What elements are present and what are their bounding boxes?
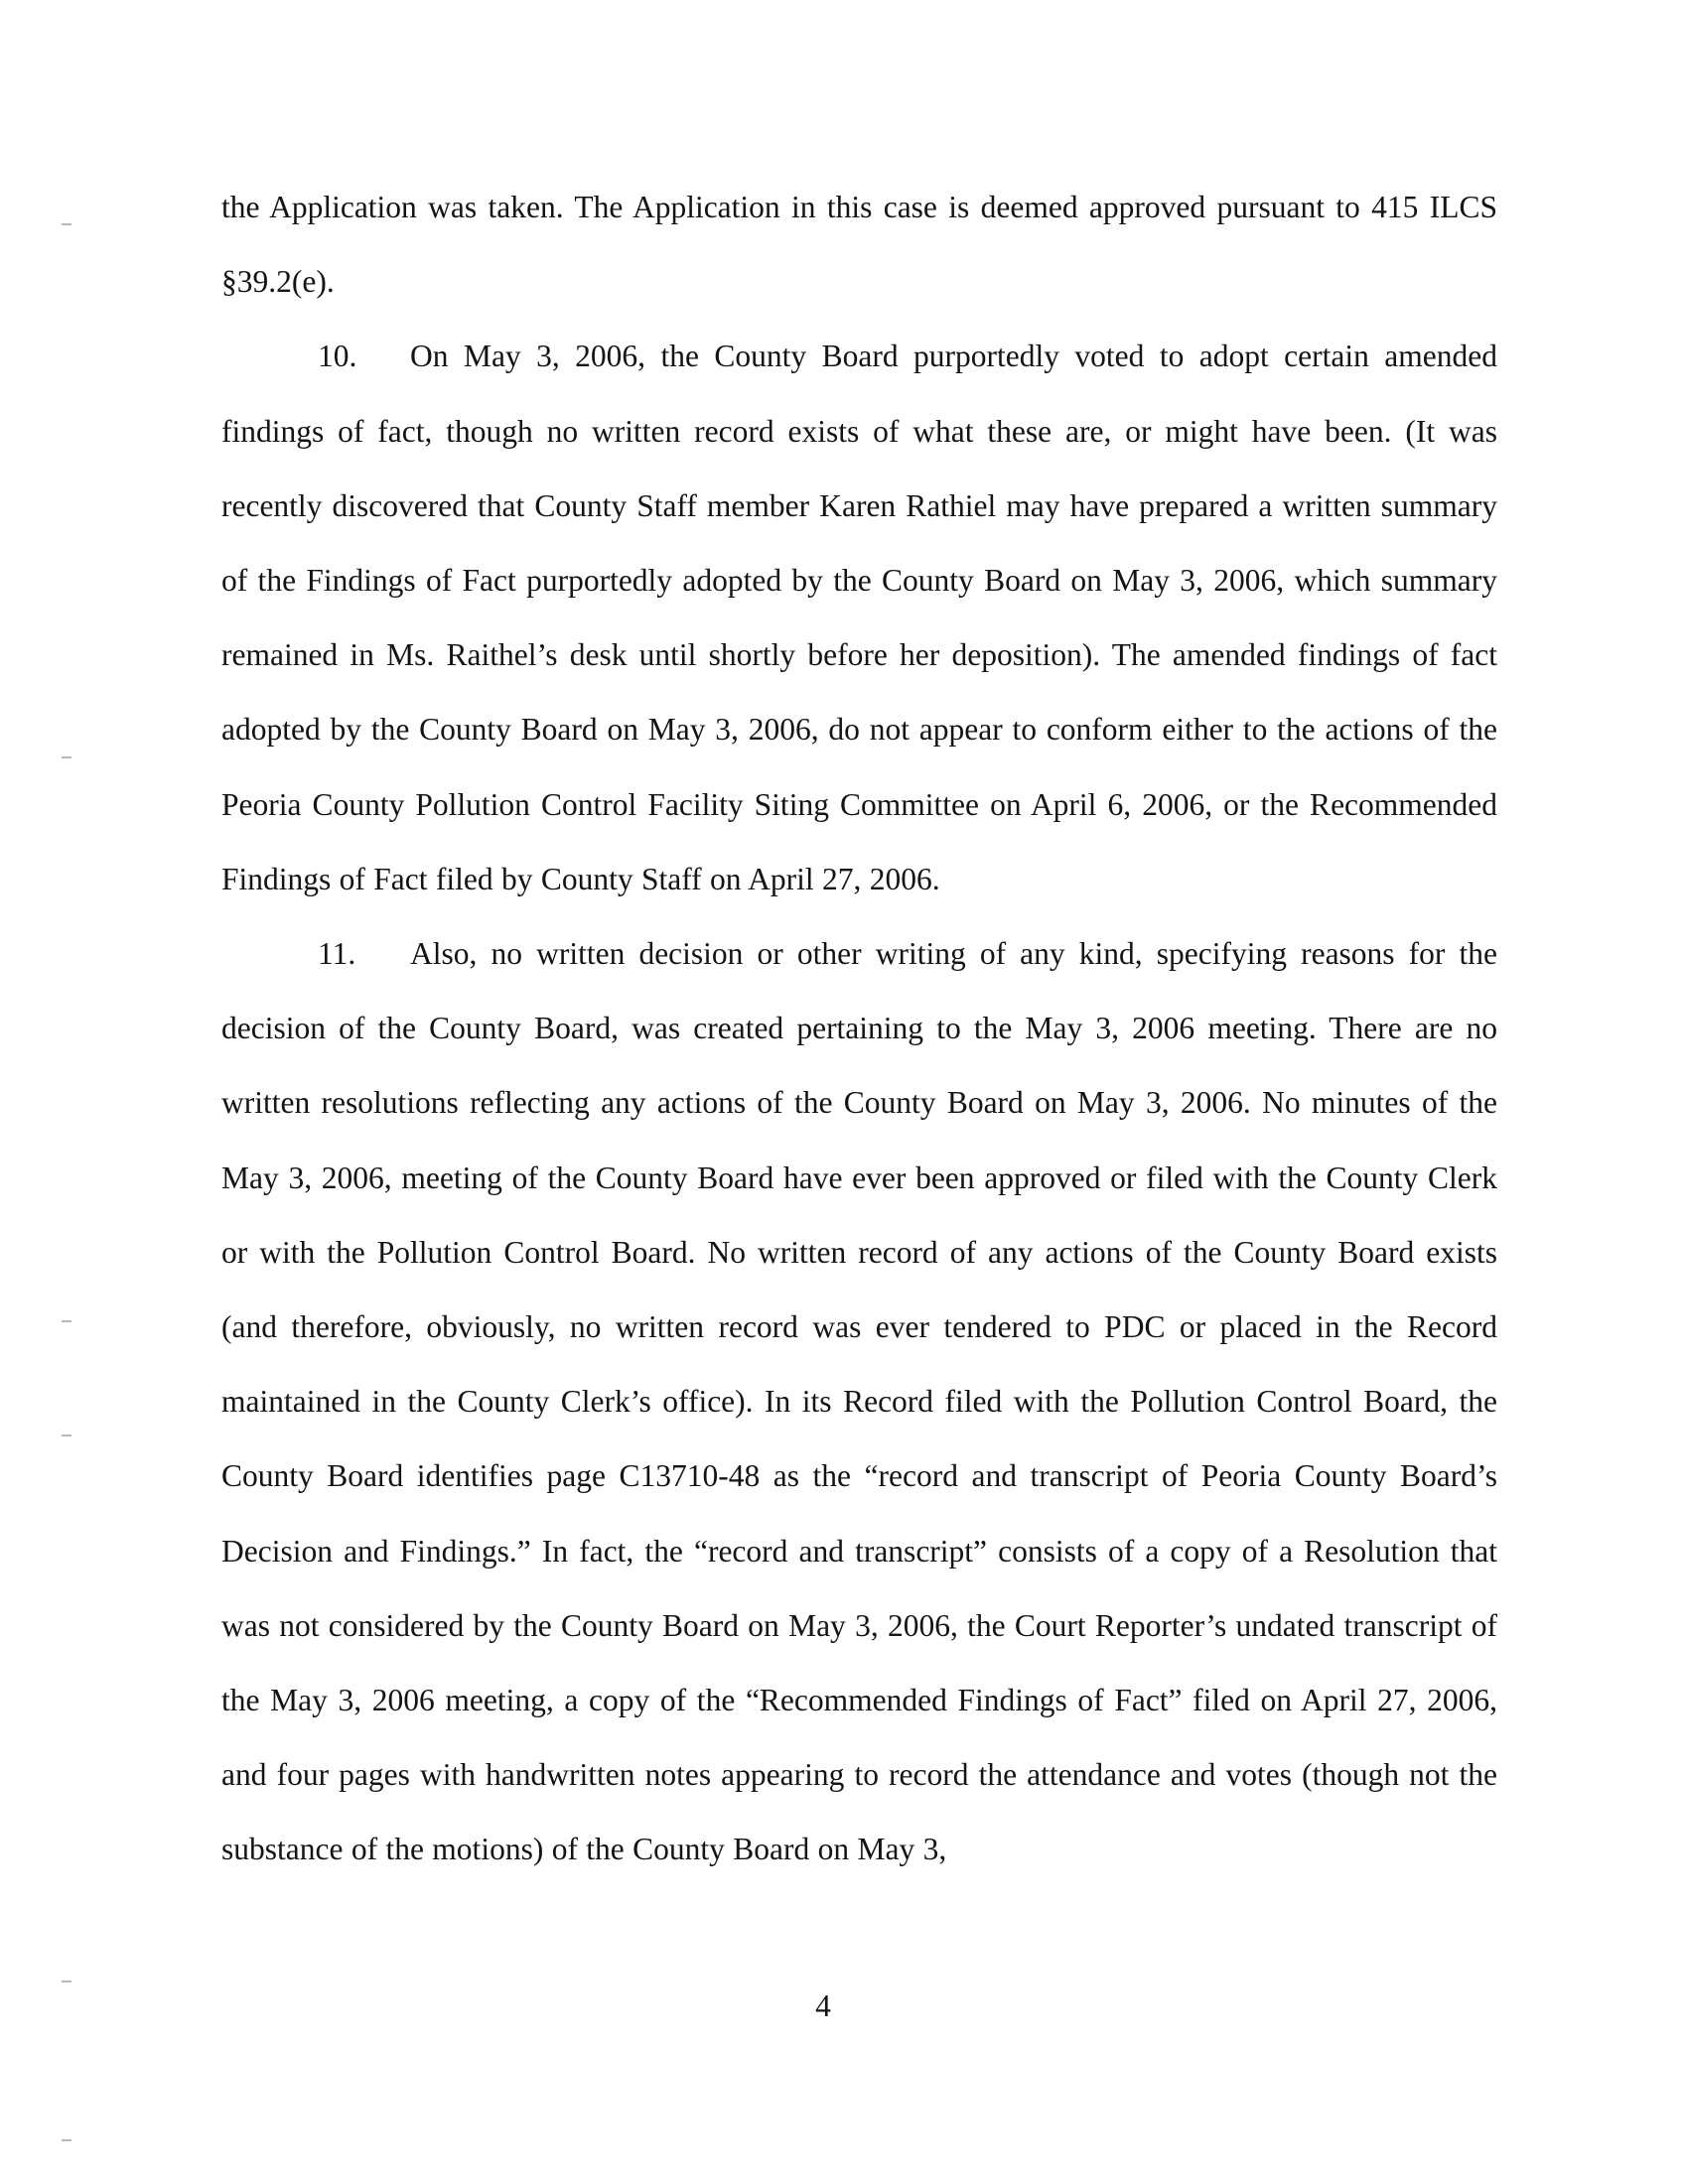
paragraph-number: 10. — [318, 339, 357, 374]
paragraph-number: 11. — [318, 936, 356, 972]
margin-mark — [62, 756, 71, 758]
paragraph-10 — [221, 319, 1497, 916]
continuation-paragraph: the Application was taken. The Application in this case is deemed approved pursuant to 415 ILCS §39.2(e). — [221, 190, 1497, 300]
paragraph-11 — [221, 916, 1497, 1887]
paragraph-text: Also, no written decision or other writing of any kind, specifying reasons for the decision of the County Board, was created pertaining to the May 3, 2006 meeting. There are no written resolutions reflecting any actions of the County Board on May 3, 2006. No minutes of the May 3, 2006, meeting of the County Board have ever been approved or filed with the County Clerk or with the Pollution Control Board. No written record of any actions of the County Board exists (and therefore, obviously, no written record was ever tendered to PDC or placed in the Record maintained in the County Clerk’s office). In its Record filed with the Pollution Control Board, the County Board identifies page C13710-48 as the “record and transcript of Peoria County Board’s Decision and Findings.” In fact, the “record and transcript” consists of a copy of a Resolution that was not considered by the County Board on May 3, 2006, the Court Reporter’s undated transcript of the May 3, 2006 meeting, a copy of the “Recommended Findings of Fact” filed on April 27, 2006, and four pages with handwritten notes appearing to record the attendance and votes (though not the substance of the motions) of the County Board on May 3, — [221, 936, 1497, 1867]
document-body — [221, 170, 1497, 1887]
paragraph-text: On May 3, 2006, the County Board purportedly voted to adopt certain amended findings of fact, though no written record exists of what these are, or might have been. (It was recently discovered that County Staff member Karen Rathiel may have prepared a written summary of the Findings of Fact purportedly adopted by the County Board on May 3, 2006, which summary remained in Ms. Raithel’s desk until shortly before her deposition). The amended findings of fact adopted by the County Board on May 3, 2006, do not appear to conform either to the actions of the Peoria County Pollution Control Facility Siting Committee on April 6, 2006, or the Recommended Findings of Fact filed by County Staff on April 27, 2006. — [221, 339, 1497, 896]
margin-mark — [62, 1980, 71, 1982]
page-number: 4 — [815, 1988, 831, 2023]
margin-mark — [62, 1320, 71, 1322]
margin-mark — [62, 2139, 71, 2141]
margin-mark — [62, 1434, 71, 1436]
margin-mark — [62, 223, 71, 225]
